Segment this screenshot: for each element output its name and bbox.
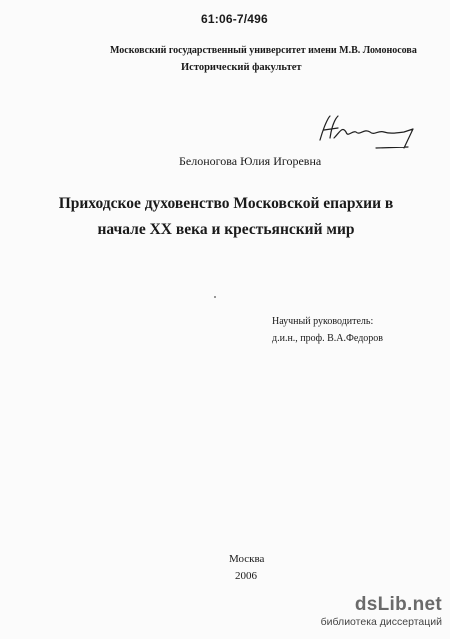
year: 2006 [235, 570, 257, 582]
watermark-site: dsLib.net [354, 594, 442, 615]
watermark-tagline: библиотека диссертаций [320, 616, 442, 628]
thesis-title: Приходское духовенство Московской епархии в начале XX века и крестьянский мир [58, 195, 394, 238]
supervisor-label: Научный руководитель: [272, 316, 374, 327]
handwritten-signature [316, 112, 418, 152]
university-name: Московский государственный университет имени М.В. Ломоносова [110, 45, 417, 56]
catalog-code: 61:06-7/496 [201, 12, 268, 26]
city: Москва [229, 553, 265, 565]
scan-speck [214, 296, 216, 298]
watermark [307, 594, 442, 634]
faculty-name: Исторический факультет [181, 62, 302, 73]
author-name: Белоногова Юлия Игоревна [179, 154, 322, 168]
supervisor-name: д.и.н., проф. В.А.Федоров [272, 333, 384, 344]
